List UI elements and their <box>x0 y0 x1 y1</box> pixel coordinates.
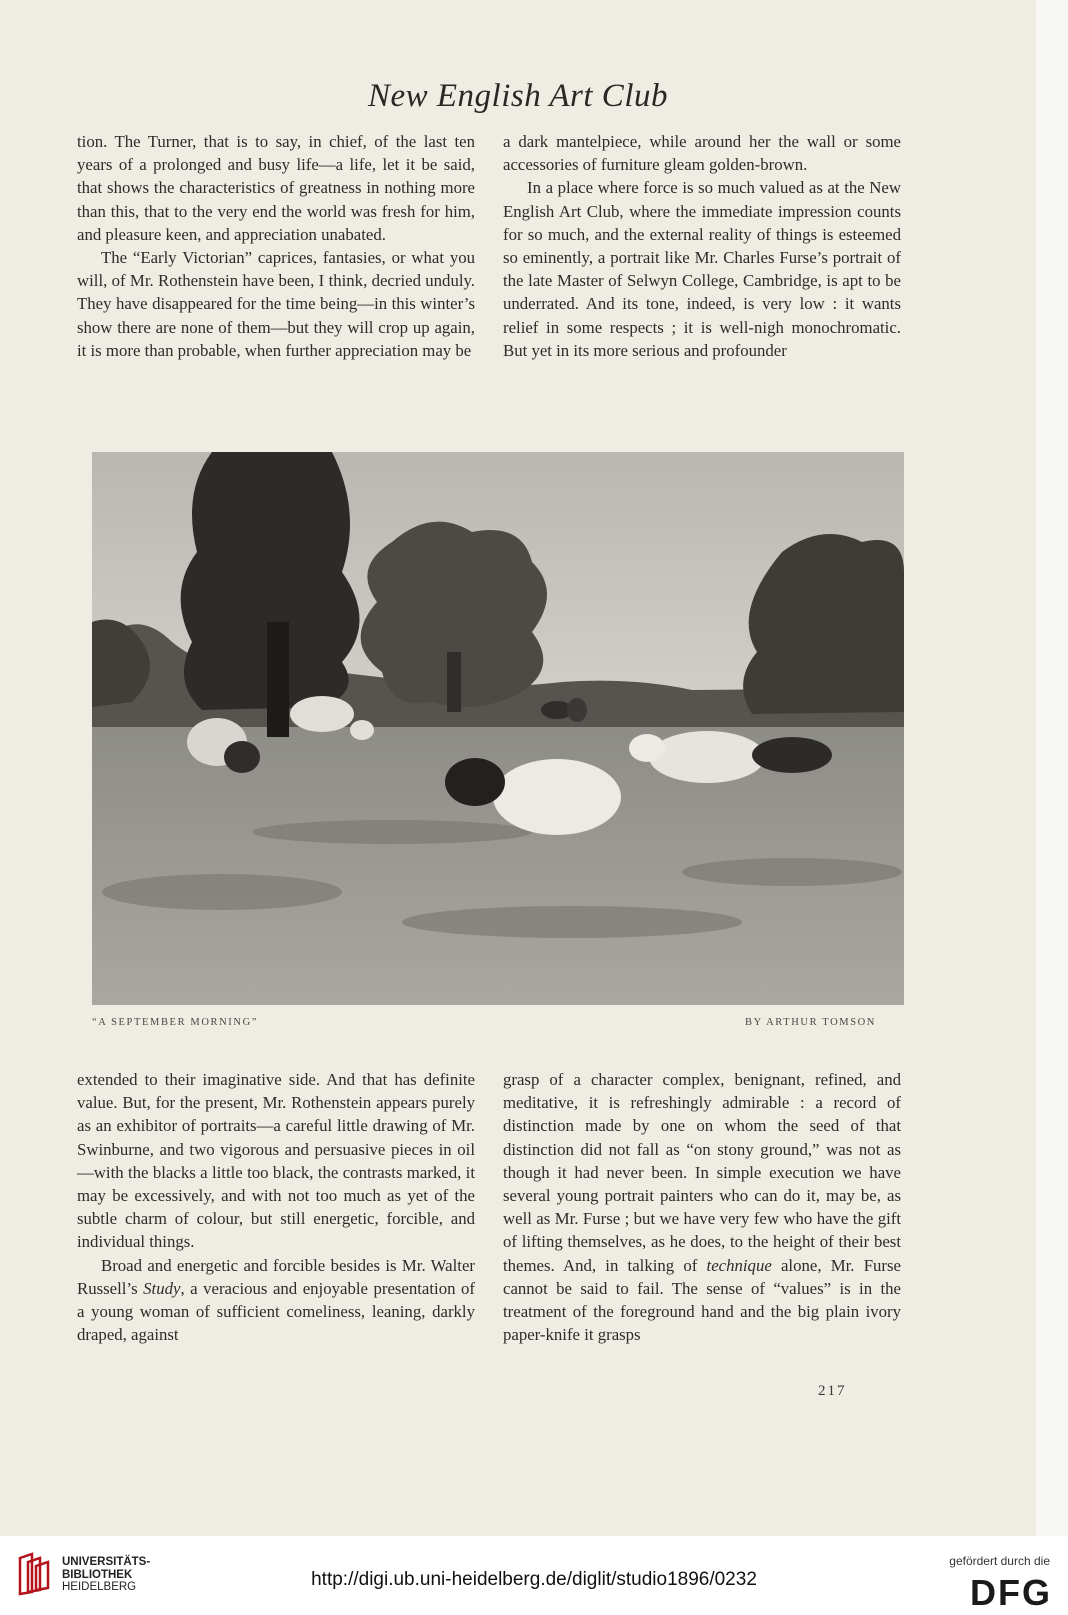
italic-term: technique <box>706 1255 772 1275</box>
scan-margin <box>1036 0 1068 1536</box>
source-url[interactable]: http://digi.ub.uni-heidelberg.de/diglit/studio1896/0232 <box>311 1569 757 1590</box>
library-name-line: HEIDELBERG <box>62 1581 137 1593</box>
text-run: alone, Mr. Furse cannot be said to fail. The sense of “values” is in the treatment of the foreground hand and the big plain ivory paper-knife it grasps <box>503 1255 901 1345</box>
library-name-line: UNIVERSITÄTS- <box>62 1556 151 1568</box>
artwork-title: Study <box>143 1278 181 1298</box>
column-right-bottom <box>503 1068 901 1346</box>
page-number: 217 <box>818 1383 847 1399</box>
paragraph: tion. The Turner, that is to say, in chief, of the last ten years of a prolonged and busy life—a life, let it be said, that shows the characteristics of greatness in nothing more than this, that to the very end the world was fresh for him, and pleasure keen, and appreciation unabated. <box>77 132 475 244</box>
library-name-line: BIBLIOTHEK <box>62 1568 133 1581</box>
paragraph <box>503 1068 901 1346</box>
funder-caption: gefördert durch die <box>949 1554 1050 1568</box>
painting-image <box>92 452 904 1005</box>
paragraph: The “Early Victorian” caprices, fantasies, or what you will, of Mr. Rothenstein have been, I think, decried unduly. They have disappeared for the time being—in this winter’s show there are none of them—but they will crop up again, it is more than probable, when further appreciation may be <box>77 248 475 360</box>
column-left-top <box>77 130 475 362</box>
text-run: grasp of a character complex, benignant, refined, and meditative, it is refreshingly admirable : a record of distinction made by one on whom the seed of that distinction did not fall as “on stony ground,” was not as though it had never been. In simple execution we have several young portrait painters who can do it, may be, as well as Mr. Furse ; but we have very few who have the gift of lifting themselves, as he does, to the height of their best themes. And, in talking of <box>503 1070 901 1275</box>
digitization-footer <box>0 1536 1068 1615</box>
column-left-bottom <box>77 1068 475 1346</box>
paragraph: In a place where force is so much valued as at the New English Art Club, where the immediate impression counts for so much, and the external reality of things is esteemed so eminently, a portrait like Mr. Charles Furse’s portrait of the late Master of Selwyn College, Cambridge, is apt to be underrated. And its tone, indeed, is very low : it wants relief in some respects ; it is well-nigh monochromatic. But yet in its more serious and profounder <box>503 178 901 360</box>
painting-plate <box>92 452 904 1005</box>
plate-caption-artist: BY ARTHUR TOMSON <box>745 1017 876 1028</box>
plate-caption-title: “A SEPTEMBER MORNING” <box>92 1017 259 1028</box>
paragraph: a dark mantelpiece, while around her the wall or some accessories of furniture gleam golden-brown. <box>503 132 901 175</box>
paragraph <box>77 1254 475 1347</box>
text-run: Broad and energetic and forcible besides is Mr. Walter Russell’s <box>77 1255 475 1298</box>
paragraph: extended to their imaginative side. And that has definite value. But, for the present, Mr. Rothenstein appears purely as an exhibitor of portraits—a careful little drawing of Mr. Swinburne, and two vigorous and persuasive pieces in oil—with the blacks a little too black, the contrasts marked, it may be excessively, and with not too much as yet of the subtle charm of colour, but still energetic, forcible, and individual things. <box>77 1070 475 1252</box>
text-run: , a veracious and enjoyable presentation of a young woman of sufficient comeliness, leaning, darkly draped, against <box>77 1278 475 1345</box>
dfg-logo: DFG <box>970 1572 1052 1613</box>
column-right-top <box>503 130 901 362</box>
running-head: New English Art Club <box>367 78 668 114</box>
